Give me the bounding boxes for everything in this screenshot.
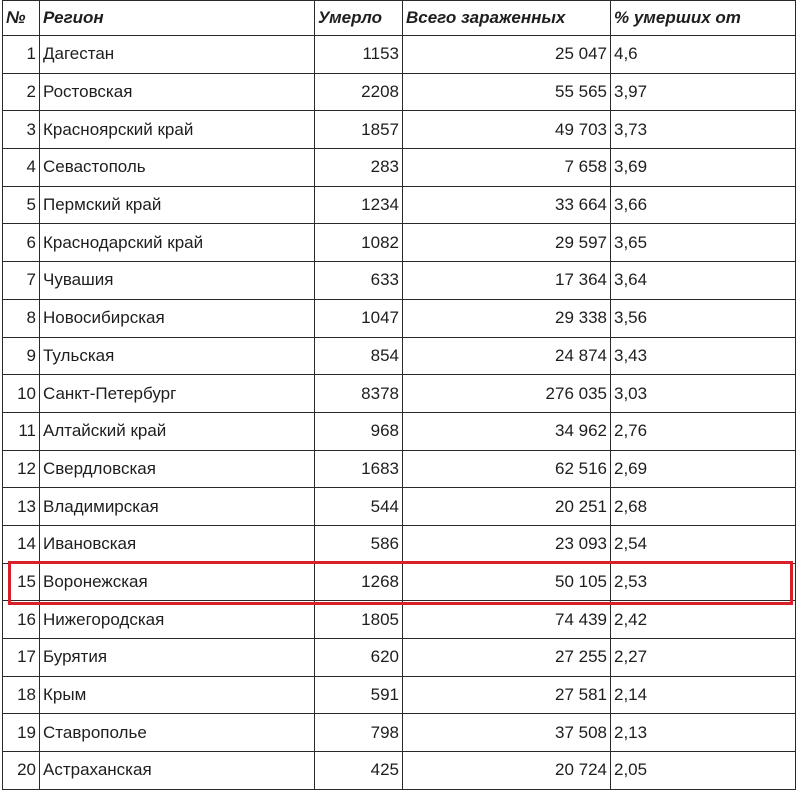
- cell-pct: 3,03: [611, 375, 796, 413]
- cell-region: Астраханская: [40, 752, 315, 790]
- table-row: [3, 36, 796, 74]
- cell-total: 37 508: [403, 714, 611, 752]
- cell-pct: 4,6: [611, 36, 796, 74]
- cell-num: 14: [3, 525, 40, 563]
- cell-pct: 2,14: [611, 676, 796, 714]
- cell-pct: 3,65: [611, 224, 796, 262]
- cell-num: 12: [3, 450, 40, 488]
- table-body: [3, 36, 796, 790]
- table-row: [3, 752, 796, 790]
- table-row: [3, 224, 796, 262]
- cell-died: 620: [315, 639, 403, 677]
- cell-died: 1857: [315, 111, 403, 149]
- table-row: [3, 676, 796, 714]
- cell-num: 5: [3, 186, 40, 224]
- cell-num: 20: [3, 752, 40, 790]
- cell-total: 34 962: [403, 412, 611, 450]
- cell-total: 20 724: [403, 752, 611, 790]
- cell-died: 1268: [315, 563, 403, 601]
- cell-num: 17: [3, 639, 40, 677]
- cell-region: Ростовская: [40, 73, 315, 111]
- cell-region: Свердловская: [40, 450, 315, 488]
- header-pct: % умерших от: [611, 1, 796, 36]
- cell-died: 586: [315, 525, 403, 563]
- cell-pct: 2,54: [611, 525, 796, 563]
- cell-total: 55 565: [403, 73, 611, 111]
- cell-num: 7: [3, 262, 40, 300]
- cell-died: 1234: [315, 186, 403, 224]
- table-row: [3, 186, 796, 224]
- cell-num: 15: [3, 563, 40, 601]
- covid-mortality-table: [2, 0, 796, 790]
- header-row: [3, 1, 796, 36]
- cell-pct: 2,53: [611, 563, 796, 601]
- table-row: [3, 375, 796, 413]
- cell-num: 16: [3, 601, 40, 639]
- cell-total: 29 597: [403, 224, 611, 262]
- header-died: Умерло: [315, 1, 403, 36]
- cell-num: 8: [3, 299, 40, 337]
- cell-died: 283: [315, 149, 403, 187]
- cell-died: 968: [315, 412, 403, 450]
- cell-total: 276 035: [403, 375, 611, 413]
- table-row: [3, 601, 796, 639]
- cell-pct: 2,27: [611, 639, 796, 677]
- cell-total: 27 255: [403, 639, 611, 677]
- header-num: №: [3, 1, 40, 36]
- cell-died: 8378: [315, 375, 403, 413]
- cell-pct: 3,69: [611, 149, 796, 187]
- table-row: [3, 299, 796, 337]
- table-row: [3, 450, 796, 488]
- cell-total: 7 658: [403, 149, 611, 187]
- cell-region: Дагестан: [40, 36, 315, 74]
- cell-num: 3: [3, 111, 40, 149]
- table-row: [3, 412, 796, 450]
- table-row: [3, 714, 796, 752]
- cell-region: Новосибирская: [40, 299, 315, 337]
- cell-died: 591: [315, 676, 403, 714]
- cell-region: Крым: [40, 676, 315, 714]
- cell-died: 544: [315, 488, 403, 526]
- cell-num: 18: [3, 676, 40, 714]
- cell-total: 20 251: [403, 488, 611, 526]
- cell-total: 62 516: [403, 450, 611, 488]
- cell-region: Алтайский край: [40, 412, 315, 450]
- cell-died: 633: [315, 262, 403, 300]
- cell-died: 1805: [315, 601, 403, 639]
- cell-died: 1153: [315, 36, 403, 74]
- cell-num: 2: [3, 73, 40, 111]
- cell-total: 50 105: [403, 563, 611, 601]
- cell-died: 1082: [315, 224, 403, 262]
- cell-died: 1047: [315, 299, 403, 337]
- cell-num: 9: [3, 337, 40, 375]
- cell-total: 17 364: [403, 262, 611, 300]
- cell-total: 27 581: [403, 676, 611, 714]
- cell-region: Красноярский край: [40, 111, 315, 149]
- table-row: [3, 525, 796, 563]
- cell-region: Санкт-Петербург: [40, 375, 315, 413]
- table-row: [3, 639, 796, 677]
- cell-pct: 2,13: [611, 714, 796, 752]
- header-total: Всего зараженных: [403, 1, 611, 36]
- cell-pct: 2,69: [611, 450, 796, 488]
- cell-region: Пермский край: [40, 186, 315, 224]
- cell-total: 25 047: [403, 36, 611, 74]
- header-region: Регион: [40, 1, 315, 36]
- cell-num: 10: [3, 375, 40, 413]
- cell-region: Ивановская: [40, 525, 315, 563]
- cell-pct: 2,05: [611, 752, 796, 790]
- cell-pct: 2,42: [611, 601, 796, 639]
- cell-pct: 3,73: [611, 111, 796, 149]
- cell-died: 2208: [315, 73, 403, 111]
- cell-died: 425: [315, 752, 403, 790]
- table-row: [3, 337, 796, 375]
- cell-region: Краснодарский край: [40, 224, 315, 262]
- cell-pct: 2,76: [611, 412, 796, 450]
- cell-region: Нижегородская: [40, 601, 315, 639]
- cell-num: 11: [3, 412, 40, 450]
- cell-total: 29 338: [403, 299, 611, 337]
- cell-num: 6: [3, 224, 40, 262]
- cell-total: 74 439: [403, 601, 611, 639]
- cell-total: 49 703: [403, 111, 611, 149]
- cell-region: Воронежская: [40, 563, 315, 601]
- table-row: [3, 262, 796, 300]
- table-row: [3, 488, 796, 526]
- cell-region: Севастополь: [40, 149, 315, 187]
- cell-num: 1: [3, 36, 40, 74]
- cell-died: 854: [315, 337, 403, 375]
- cell-total: 23 093: [403, 525, 611, 563]
- cell-region: Бурятия: [40, 639, 315, 677]
- table-row: [3, 111, 796, 149]
- cell-died: 1683: [315, 450, 403, 488]
- cell-died: 798: [315, 714, 403, 752]
- cell-pct: 3,43: [611, 337, 796, 375]
- cell-region: Чувашия: [40, 262, 315, 300]
- cell-total: 33 664: [403, 186, 611, 224]
- cell-pct: 3,66: [611, 186, 796, 224]
- cell-num: 19: [3, 714, 40, 752]
- cell-region: Владимирская: [40, 488, 315, 526]
- cell-pct: 3,97: [611, 73, 796, 111]
- cell-pct: 3,56: [611, 299, 796, 337]
- cell-total: 24 874: [403, 337, 611, 375]
- cell-num: 4: [3, 149, 40, 187]
- table-row: [3, 73, 796, 111]
- cell-num: 13: [3, 488, 40, 526]
- cell-pct: 2,68: [611, 488, 796, 526]
- cell-pct: 3,64: [611, 262, 796, 300]
- cell-region: Ставрополье: [40, 714, 315, 752]
- table-row: [3, 563, 796, 601]
- table-row: [3, 149, 796, 187]
- cell-region: Тульская: [40, 337, 315, 375]
